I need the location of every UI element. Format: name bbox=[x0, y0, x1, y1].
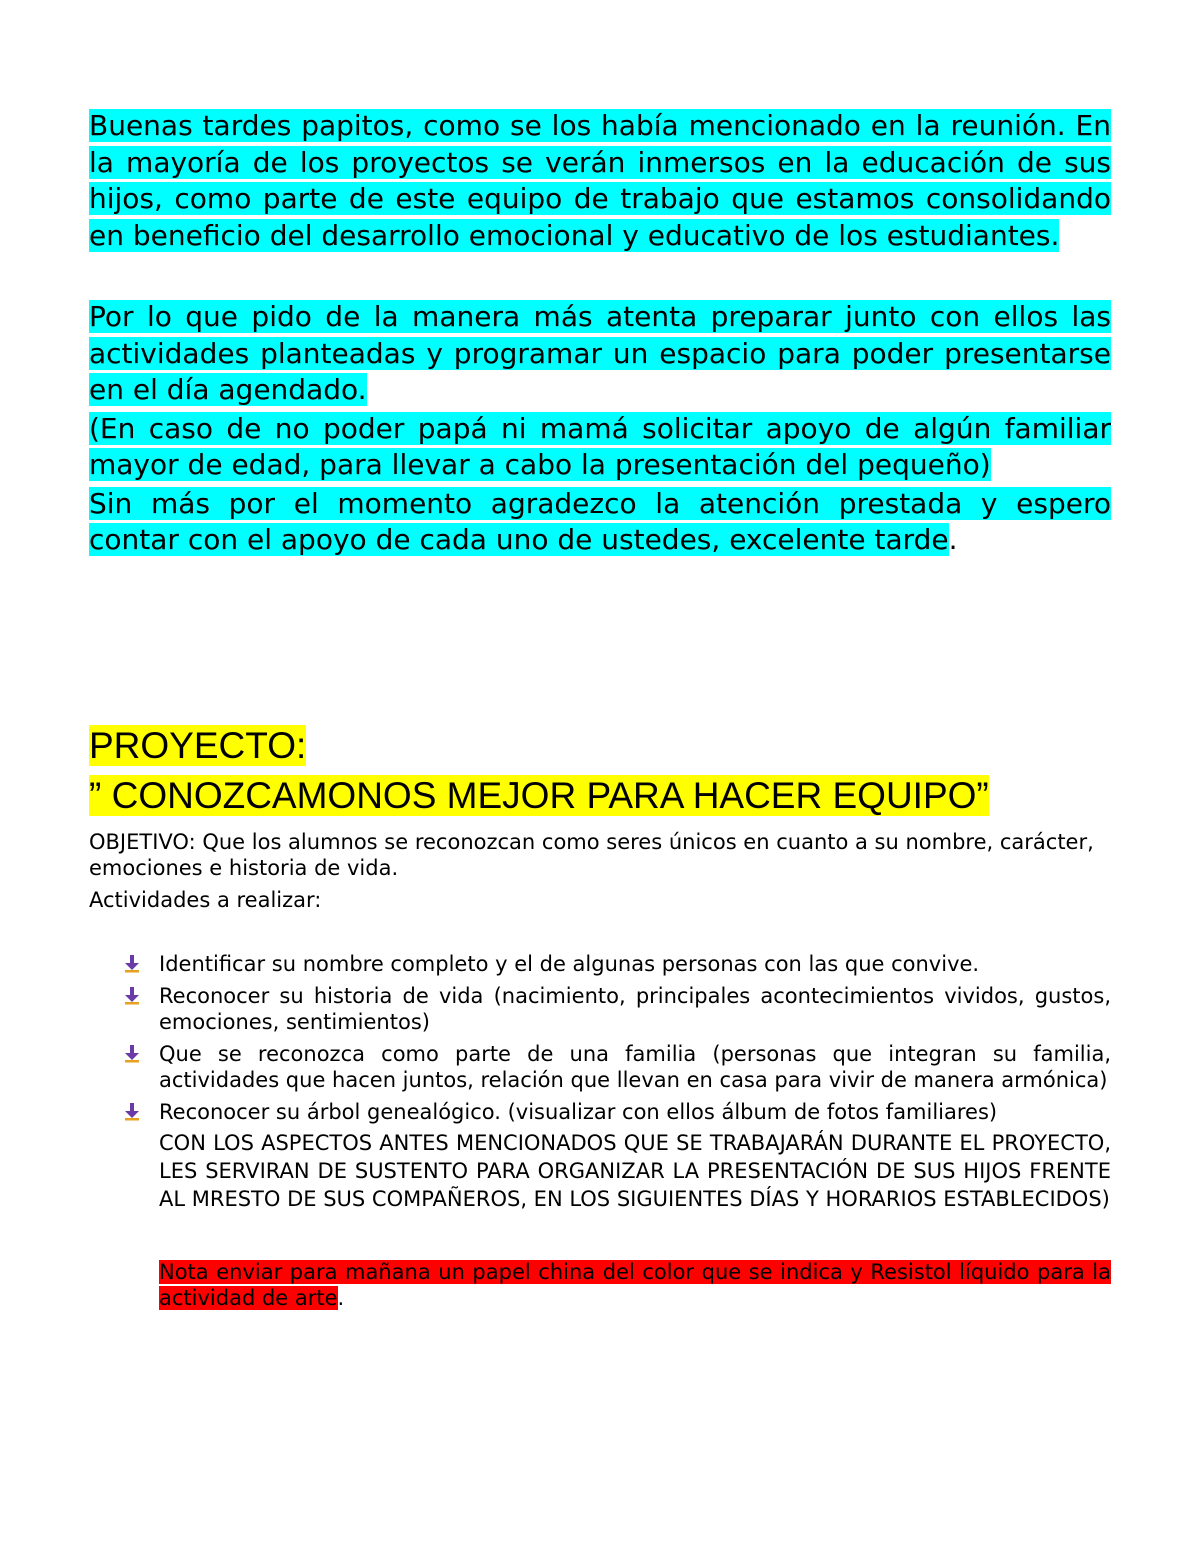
note-text: Nota enviar para mañana un papel china del color que se indica y Resistol líquido para la actividad de arte bbox=[159, 1259, 1111, 1310]
project-label bbox=[89, 721, 1111, 771]
intro-paragraph-3 bbox=[89, 411, 1111, 484]
activities-list bbox=[89, 951, 1111, 1125]
arrow-down-bullet-icon bbox=[124, 1045, 140, 1063]
intro-paragraph-4 bbox=[89, 486, 1111, 559]
activity-text: Reconocer su árbol genealógico. (visualizar con ellos álbum de fotos familiares) bbox=[159, 1099, 998, 1124]
document-page bbox=[89, 100, 1111, 1311]
intro-paragraph-1 bbox=[89, 108, 1111, 254]
arrow-down-bullet-icon bbox=[124, 1103, 140, 1121]
activity-text: Identificar su nombre completo y el de algunas personas con las que convive. bbox=[159, 951, 980, 976]
intro-paragraph-4-tail: . bbox=[948, 523, 958, 556]
list-item bbox=[159, 1041, 1111, 1093]
activity-text: Que se reconozca como parte de una familia (personas que integran su familia, actividades que hacen juntos, relación que llevan en casa para vivir de manera armónica) bbox=[159, 1041, 1111, 1092]
intro-paragraph-1-text: Buenas tardes papitos, como se los había mencionado en la reunión. En la mayoría de los proyectos se verán inmersos en la educación de sus hijos, como parte de este equipo de trabajo que estamos consolidando en beneficio del desarrollo emocional y educativo de los estudiantes. bbox=[89, 109, 1111, 252]
project-name-text: ” CONOZCAMONOS MEJOR PARA HACER EQUIPO” bbox=[89, 774, 989, 816]
intro-paragraph-4-text: Sin más por el momento agradezco la atención prestada y espero contar con el apoyo de cada uno de ustedes, excelente tarde bbox=[89, 486, 1111, 556]
activities-title: Actividades a realizar: bbox=[89, 887, 322, 912]
list-item bbox=[159, 983, 1111, 1035]
project-name bbox=[89, 771, 1111, 821]
closing-caps-paragraph: CON LOS ASPECTOS ANTES MENCIONADOS QUE SE TRABAJARÁN DURANTE EL PROYECTO, LES SERVIRAN DE SUSTENTO PARA ORGANIZAR LA PRESENTACIÓN DE SUS HIJOS FRENTE AL MRESTO DE SUS COMPAÑEROS, EN LOS SIGUIENTES DÍAS Y HORARIOS ESTABLECIDOS) bbox=[159, 1130, 1111, 1211]
project-objective: OBJETIVO: Que los alumnos se reconozcan como seres únicos en cuanto a su nombre, carácter, emociones e historia de vida. bbox=[89, 829, 1094, 880]
intro-paragraph-2-text: Por lo que pido de la manera más atenta preparar junto con ellos las actividades planteadas y programar un espacio para poder presentarse en el día agendado. bbox=[89, 300, 1111, 406]
list-item bbox=[159, 1099, 1111, 1125]
arrow-down-bullet-icon bbox=[124, 987, 140, 1005]
project-label-text: PROYECTO: bbox=[89, 724, 307, 766]
intro-paragraph-3-text: (En caso de no poder papá ni mamá solicitar apoyo de algún familiar mayor de edad, para llevar a cabo la presentación del pequeño) bbox=[89, 411, 1111, 481]
note-paragraph bbox=[159, 1259, 1111, 1311]
note-tail: . bbox=[337, 1285, 345, 1310]
list-item bbox=[159, 951, 1111, 977]
arrow-down-bullet-icon bbox=[124, 955, 140, 973]
activity-text: Reconocer su historia de vida (nacimiento, principales acontecimientos vividos, gustos, emociones, sentimientos) bbox=[159, 983, 1111, 1034]
intro-paragraph-2 bbox=[89, 299, 1111, 409]
